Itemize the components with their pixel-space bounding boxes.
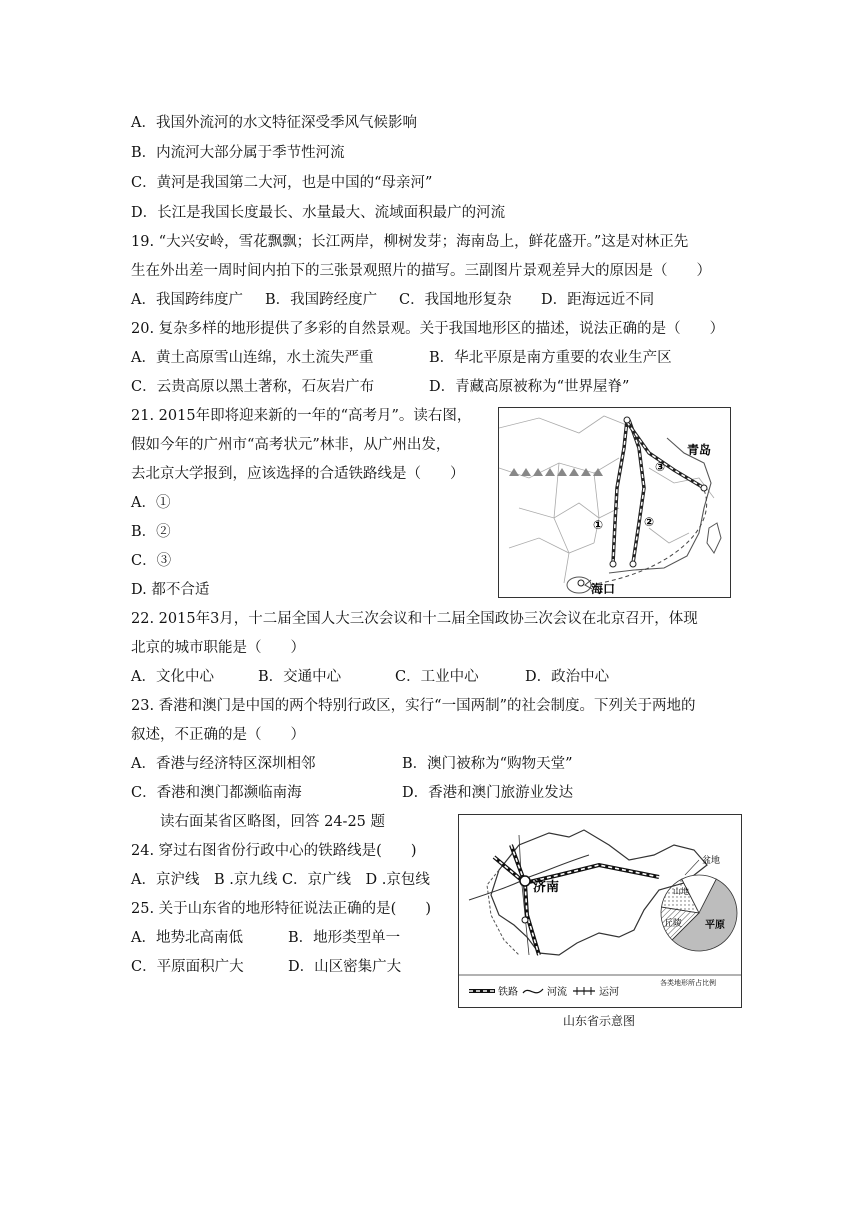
label-route-3: ③ xyxy=(655,460,666,474)
q23-option-d: D．香港和澳门旅游业发达 xyxy=(402,785,574,801)
station-beijing xyxy=(624,417,630,423)
legend-railway-label: 铁路 xyxy=(498,987,518,998)
railway-map-drawing xyxy=(499,408,730,597)
q22-option-b: B．交通中心 xyxy=(258,669,342,685)
q23-option-a: A．香港与经济特区深圳相邻 xyxy=(131,756,316,772)
coastline xyxy=(609,438,711,573)
legend-river-symbol xyxy=(523,989,543,993)
q21-stem-line3: 去北京大学报到，应该选择的合适铁路线是（ ） xyxy=(131,466,465,482)
q20-stem: 20. 复杂多样的地形提供了多彩的自然景观。关于我国地形区的描述，说法正确的是（ ） xyxy=(131,321,725,337)
q22-option-a: A．文化中心 xyxy=(131,669,214,685)
q24-options: A．京沪线 B .京九线 C．京广线 D .京包线 xyxy=(131,872,430,888)
q21-option-c: C．③ xyxy=(131,553,172,569)
label-jinan: 济南 xyxy=(533,880,560,895)
taiwan-island xyxy=(707,523,721,553)
q21-option-a: A．① xyxy=(131,495,171,511)
q19-option-b: B．我国跨经度广 xyxy=(265,292,378,308)
q20-option-c: C．云贵高原以黑土著称，石灰岩广布 xyxy=(131,379,375,395)
province-borders xyxy=(499,416,714,583)
q22-option-d: D．政治中心 xyxy=(525,669,610,685)
q18-option-c: C．黄河是我国第二大河，也是中国的“母亲河” xyxy=(131,175,433,191)
q20-option-d: D．青藏高原被称为“世界屋脊” xyxy=(429,379,630,395)
legend-canal-label: 运河 xyxy=(599,987,619,998)
city-jinan-marker xyxy=(520,876,530,886)
shandong-map xyxy=(458,814,742,1008)
q23-option-b: B．澳门被称为“购物天堂” xyxy=(402,756,573,772)
station-guangzhou xyxy=(610,561,616,567)
q19-option-a: A．我国跨纬度广 xyxy=(131,292,243,308)
legend-river-label: 河流 xyxy=(547,987,567,998)
pie-label-mountain: 山地 xyxy=(673,887,689,896)
q20-option-b: B．华北平原是南方重要的农业生产区 xyxy=(429,350,672,366)
q25-option-b: B．地形类型单一 xyxy=(288,930,401,946)
q21-option-d: D. 都不合适 xyxy=(131,582,210,598)
label-qingdao: 青岛 xyxy=(687,443,712,457)
q21-stem-line1: 21. 2015年即将迎来新的一年的“高考月”。读右图， xyxy=(131,408,472,424)
q22-stem-line1: 22. 2015年3月，十二届全国人大三次会议和十二届全国政协三次会议在北京召开，体现 xyxy=(131,611,698,627)
pie-label-hills: 丘陵 xyxy=(664,919,683,929)
mountain-range xyxy=(509,468,603,476)
shandong-map-caption: 山东省示意图 xyxy=(563,1014,636,1028)
label-route-2: ② xyxy=(644,515,655,529)
q23-option-c: C．香港和澳门都濒临南海 xyxy=(131,785,302,801)
station-shenzhen xyxy=(630,561,636,567)
q18-option-d: D．长江是我国长度最长、水量最大、流域面积最广的河流 xyxy=(131,205,506,221)
station-qingdao xyxy=(701,485,707,491)
label-route-1: ① xyxy=(593,518,604,532)
q21-option-b: B．② xyxy=(131,524,171,540)
q25-option-c: C．平原面积广大 xyxy=(131,959,244,975)
shandong-map-drawing xyxy=(459,815,741,1007)
q23-stem-line1: 23. 香港和澳门是中国的两个特别行政区，实行“一国两制”的社会制度。下列关于两地的 xyxy=(131,698,696,714)
q25-option-a: A．地势北高南低 xyxy=(131,930,243,946)
q20-option-a: A．黄土高原雪山连绵，水土流失严重 xyxy=(131,350,374,366)
q19-option-c: C．我国地形复杂 xyxy=(399,292,512,308)
station-haikou xyxy=(578,580,584,586)
q19-stem-line1: 19. “大兴安岭，雪花飘飘；长江两岸，柳树发芽；海南岛上，鲜花盛开。”这是对林正先 xyxy=(131,234,689,250)
q22-option-c: C．工业中心 xyxy=(395,669,479,685)
q21-stem-line2: 假如今年的广州市“高考状元”林非，从广州出发， xyxy=(131,437,451,453)
sea-route xyxy=(589,490,707,585)
q18-option-a: A．我国外流河的水文特征深受季风气候影响 xyxy=(131,115,417,131)
pie-label-plain: 平原 xyxy=(705,920,725,931)
q22-stem-line2: 北京的城市职能是（ ） xyxy=(131,640,305,656)
railway-map xyxy=(498,407,731,598)
q23-stem-line2: 叙述，不正确的是（ ） xyxy=(131,727,305,743)
intro-24-25: 读右面某省区略图，回答 24-25 题 xyxy=(160,814,386,830)
label-haikou: 海口 xyxy=(591,582,616,596)
pie-caption: 各类地形所占比例 xyxy=(660,979,716,987)
q25-option-d: D．山区密集广大 xyxy=(288,959,402,975)
q18-option-b: B．内流河大部分属于季节性河流 xyxy=(131,145,345,161)
q24-stem: 24. 穿过右图省份行政中心的铁路线是( ) xyxy=(131,843,417,859)
pie-label-basin: 盆地 xyxy=(702,856,721,866)
q25-stem: 25. 关于山东省的地形特征说法正确的是( ) xyxy=(131,901,431,917)
q19-option-d: D．距海远近不同 xyxy=(541,292,655,308)
q19-stem-line2: 生在外出差一周时间内拍下的三张景观照片的描写。三副图片景观差异大的原因是（ ） xyxy=(131,263,711,279)
